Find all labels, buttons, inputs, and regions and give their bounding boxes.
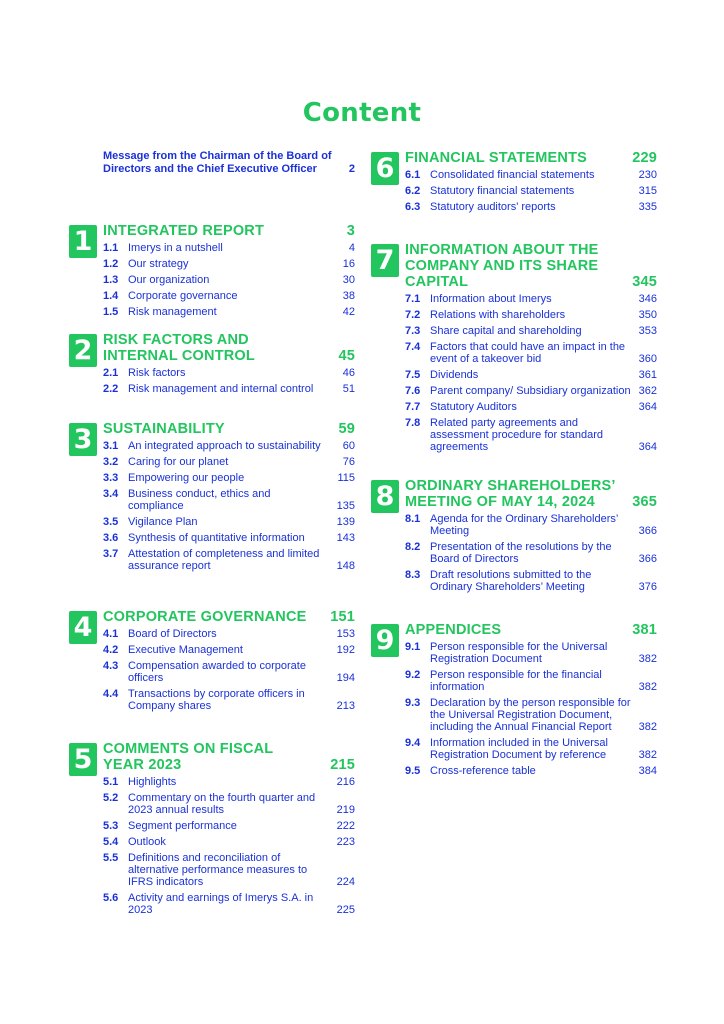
entry-page-number: 382 (638, 681, 657, 693)
entry-page-number: 366 (638, 525, 657, 537)
entry-page-number: 346 (638, 293, 657, 305)
entry-number: 7.5 (405, 369, 421, 381)
entry-number: 3.6 (103, 532, 119, 544)
section-page-number: 215 (330, 757, 355, 773)
toc-section-2 (73, 332, 355, 399)
entry-number: 5.4 (103, 836, 119, 848)
entry-label: Caring for our planet (128, 456, 229, 468)
entry-number: 1.4 (103, 290, 119, 302)
section-title: INFORMATION ABOUT THE COMPANY AND ITS SHARE CAPITAL (405, 242, 599, 290)
toc-entry[interactable] (103, 852, 355, 888)
section-items (103, 776, 355, 916)
intro-label: Message from the Chairman of the Board of Directors and the Chief Executive Officer (103, 150, 332, 175)
entry-label: Transactions by corporate officers in Company shares (128, 688, 305, 712)
entry-label: Dividends (430, 369, 479, 381)
entry-page-number: 143 (336, 532, 355, 544)
entry-number: 9.3 (405, 697, 421, 709)
entry-page-number: 362 (638, 385, 657, 397)
entry-label: Compensation awarded to corporate officers (128, 660, 306, 684)
entry-number: 8.2 (405, 541, 421, 553)
entry-label: Person responsible for the financial information (430, 669, 602, 693)
intro-page: 2 (348, 162, 355, 175)
toc-entry[interactable] (103, 892, 355, 916)
entry-page-number: 335 (638, 201, 657, 213)
toc-entry[interactable] (405, 385, 657, 397)
entry-label: Parent company/ Subsidiary organization (430, 385, 631, 397)
entry-number: 4.3 (103, 660, 119, 672)
section-heading[interactable] (103, 332, 355, 364)
section-title: FINANCIAL STATEMENTS (405, 150, 588, 166)
toc-entry[interactable] (405, 641, 657, 665)
toc-entry[interactable] (405, 417, 657, 453)
toc-entry[interactable] (103, 456, 355, 468)
section-heading[interactable] (103, 421, 355, 437)
entry-page-number: 223 (336, 836, 355, 848)
entry-number: 4.2 (103, 644, 119, 656)
section-number-badge: 1 (69, 225, 97, 258)
section-heading[interactable] (405, 622, 657, 638)
entry-label: Information included in the Universal Registration Document by reference (430, 737, 608, 761)
section-page-number: 59 (338, 421, 355, 437)
toc-entry[interactable] (103, 688, 355, 712)
entry-page-number: 4 (348, 242, 355, 254)
toc-entry[interactable] (405, 325, 657, 337)
section-page-number: 151 (330, 609, 355, 625)
toc-entry[interactable] (405, 401, 657, 413)
entry-page-number: 115 (337, 472, 355, 484)
entry-number: 7.4 (405, 341, 421, 353)
entry-label: Executive Management (128, 644, 243, 656)
entry-page-number: 194 (336, 672, 355, 684)
entry-number: 8.3 (405, 569, 421, 581)
entry-page-number: 382 (638, 749, 657, 761)
entry-page-number: 361 (638, 369, 657, 381)
toc-entry[interactable] (103, 274, 355, 286)
entry-label: Activity and earnings of Imerys S.A. in 2023 (128, 892, 314, 916)
entry-page-number: 353 (638, 325, 657, 337)
section-number-badge: 3 (69, 423, 97, 456)
entry-number: 9.5 (405, 765, 421, 777)
toc-entry[interactable] (103, 306, 355, 318)
section-number-badge: 5 (69, 743, 97, 776)
entry-label: Statutory auditors' reports (430, 201, 556, 213)
entry-label: Vigilance Plan (128, 516, 198, 528)
entry-number: 1.2 (103, 258, 119, 270)
section-items (405, 641, 657, 777)
entry-number: 1.1 (103, 242, 119, 254)
entry-label: Person responsible for the Universal Registration Document (430, 641, 608, 665)
entry-number: 4.1 (103, 628, 119, 640)
section-number-badge: 7 (371, 244, 399, 277)
section-page-number: 345 (632, 274, 657, 290)
entry-label: Consolidated financial statements (430, 169, 595, 181)
entry-page-number: 225 (336, 904, 355, 916)
section-title: ORDINARY SHAREHOLDERS’ MEETING OF MAY 14, 2024 (405, 478, 615, 510)
toc-entry[interactable] (405, 185, 657, 197)
entry-label: Synthesis of quantitative information (128, 532, 305, 544)
entry-page-number: 30 (342, 274, 355, 286)
entry-label: Presentation of the resolutions by the Board of Directors (430, 541, 612, 565)
entry-label: Outlook (128, 836, 166, 848)
entry-page-number: 42 (342, 306, 355, 318)
entry-page-number: 60 (342, 440, 355, 452)
entry-number: 9.4 (405, 737, 421, 749)
entry-number: 9.1 (405, 641, 421, 653)
entry-number: 7.7 (405, 401, 421, 413)
toc-section-3 (73, 421, 355, 576)
entry-label: Relations with shareholders (430, 309, 566, 321)
entry-number: 6.2 (405, 185, 421, 197)
entry-number: 3.4 (103, 488, 119, 500)
entry-label: Our strategy (128, 258, 189, 270)
section-number-badge: 4 (69, 611, 97, 644)
entry-page-number: 76 (342, 456, 355, 468)
entry-label: Definitions and reconciliation of alternative performance measures to IFRS indicators (128, 852, 308, 888)
entry-label: Imerys in a nutshell (128, 242, 223, 254)
section-number-badge: 8 (371, 480, 399, 513)
section-number-badge: 2 (69, 334, 97, 367)
section-page-number: 381 (632, 622, 657, 638)
toc-section-9 (375, 622, 657, 781)
section-title: INTEGRATED REPORT (103, 223, 265, 239)
entry-page-number: 192 (336, 644, 355, 656)
section-items (405, 513, 657, 593)
entry-number: 5.2 (103, 792, 119, 804)
entry-label: Information about Imerys (430, 293, 552, 305)
entry-label: Risk management (128, 306, 217, 318)
toc-intro-entry[interactable] (103, 150, 355, 175)
toc-entry[interactable] (103, 383, 355, 395)
entry-page-number: 139 (336, 516, 355, 528)
entry-page-number: 224 (336, 876, 355, 888)
entry-page-number: 376 (638, 581, 657, 593)
toc-entry[interactable] (103, 644, 355, 656)
toc-entry[interactable] (405, 369, 657, 381)
toc-entry[interactable] (405, 737, 657, 761)
section-title: COMMENTS ON FISCAL YEAR 2023 (103, 741, 274, 773)
entry-label: Corporate governance (128, 290, 238, 302)
entry-number: 7.3 (405, 325, 421, 337)
section-title: SUSTAINABILITY (103, 421, 225, 437)
toc-section-1 (73, 223, 355, 322)
entry-label: Empowering our people (128, 472, 245, 484)
entry-label: Factors that could have an impact in the event of a takeover bid (430, 341, 626, 365)
entry-number: 5.5 (103, 852, 119, 864)
entry-label: Commentary on the fourth quarter and 2023 annual results (128, 792, 316, 816)
entry-page-number: 384 (638, 765, 657, 777)
section-heading[interactable] (405, 150, 657, 166)
section-page-number: 365 (632, 494, 657, 510)
toc-left-column (73, 150, 355, 916)
entry-page-number: 230 (638, 169, 657, 181)
toc-entry[interactable] (405, 541, 657, 565)
section-items (103, 440, 355, 572)
section-items (103, 628, 355, 712)
section-page-number: 45 (338, 348, 355, 364)
entry-number: 3.7 (103, 548, 119, 560)
toc-section-4 (73, 609, 355, 716)
toc-entry[interactable] (405, 697, 657, 733)
section-title: APPENDICES (405, 622, 502, 638)
toc-entry[interactable] (405, 765, 657, 777)
entry-label: Business conduct, ethics and compliance (128, 488, 271, 512)
entry-label: Our organization (128, 274, 210, 286)
entry-number: 7.8 (405, 417, 421, 429)
entry-page-number: 148 (336, 560, 355, 572)
entry-label: Board of Directors (128, 628, 217, 640)
entry-label: Risk factors (128, 367, 186, 379)
entry-number: 7.1 (405, 293, 421, 305)
section-page-number: 3 (346, 223, 355, 239)
toc-entry[interactable] (103, 792, 355, 816)
entry-page-number: 16 (342, 258, 355, 270)
section-heading[interactable] (103, 609, 355, 625)
toc-entry[interactable] (405, 201, 657, 213)
toc-entry[interactable] (103, 242, 355, 254)
entry-page-number: 315 (638, 185, 657, 197)
toc-entry[interactable] (405, 293, 657, 305)
entry-number: 1.3 (103, 274, 119, 286)
toc-entry[interactable] (103, 836, 355, 848)
entry-number: 5.3 (103, 820, 119, 832)
entry-page-number: 360 (638, 353, 657, 365)
entry-page-number: 222 (336, 820, 355, 832)
entry-number: 4.4 (103, 688, 119, 700)
section-items (103, 242, 355, 318)
entry-label: Attestation of completeness and limited assurance report (128, 548, 320, 572)
toc-entry[interactable] (103, 367, 355, 379)
entry-page-number: 38 (342, 290, 355, 302)
entry-label: Statutory Auditors (430, 401, 517, 413)
toc-entry[interactable] (103, 488, 355, 512)
toc-entry[interactable] (405, 669, 657, 693)
section-heading[interactable] (103, 223, 355, 239)
section-number-badge: 9 (371, 624, 399, 657)
entry-number: 1.5 (103, 306, 119, 318)
entry-page-number: 366 (638, 553, 657, 565)
entry-label: Related party agreements and assessment procedure for standard agreements (430, 417, 604, 453)
entry-label: Statutory financial statements (430, 185, 575, 197)
toc-entry[interactable] (103, 776, 355, 788)
toc-entry[interactable] (103, 628, 355, 640)
toc-entry[interactable] (103, 820, 355, 832)
entry-number: 3.3 (103, 472, 119, 484)
entry-label: Risk management and internal control (128, 383, 314, 395)
entry-label: Segment performance (128, 820, 237, 832)
section-number-badge: 6 (371, 152, 399, 185)
entry-number: 6.3 (405, 201, 421, 213)
section-heading[interactable] (405, 478, 657, 510)
toc-entry[interactable] (103, 516, 355, 528)
entry-number: 2.2 (103, 383, 119, 395)
entry-page-number: 135 (336, 500, 355, 512)
entry-page-number: 216 (336, 776, 355, 788)
entry-number: 3.2 (103, 456, 119, 468)
entry-number: 9.2 (405, 669, 421, 681)
entry-page-number: 213 (336, 700, 355, 712)
entry-number: 5.1 (103, 776, 119, 788)
entry-number: 8.1 (405, 513, 421, 525)
section-heading[interactable] (405, 242, 657, 290)
section-heading[interactable] (103, 741, 355, 773)
entry-number: 6.1 (405, 169, 421, 181)
section-items (103, 367, 355, 395)
toc-section-5 (73, 741, 355, 920)
entry-number: 7.6 (405, 385, 421, 397)
toc-entry[interactable] (405, 169, 657, 181)
entry-label: Share capital and shareholding (430, 325, 582, 337)
toc-entry[interactable] (405, 513, 657, 537)
entry-page-number: 51 (342, 383, 355, 395)
entry-number: 3.1 (103, 440, 119, 452)
page-title: Content (302, 98, 422, 128)
entry-label: Cross-reference table (430, 765, 536, 777)
entry-page-number: 46 (342, 367, 355, 379)
entry-page-number: 364 (638, 441, 657, 453)
entry-page-number: 219 (336, 804, 355, 816)
entry-label: Agenda for the Ordinary Shareholders’ Meeting (430, 513, 618, 537)
toc-entry[interactable] (103, 548, 355, 572)
toc-entry[interactable] (103, 532, 355, 544)
toc-entry[interactable] (103, 258, 355, 270)
toc-entry[interactable] (405, 341, 657, 365)
section-title: RISK FACTORS AND INTERNAL CONTROL (103, 332, 255, 364)
section-items (405, 169, 657, 213)
toc-section-6 (375, 150, 657, 217)
section-items (405, 293, 657, 453)
entry-page-number: 364 (638, 401, 657, 413)
toc-entry[interactable] (103, 440, 355, 452)
entry-number: 2.1 (103, 367, 119, 379)
entry-label: An integrated approach to sustainability (128, 440, 321, 452)
toc-entry[interactable] (103, 290, 355, 302)
toc-entry[interactable] (103, 660, 355, 684)
entry-page-number: 382 (638, 721, 657, 733)
entry-label: Highlights (128, 776, 177, 788)
toc-entry[interactable] (405, 309, 657, 321)
entry-number: 5.6 (103, 892, 119, 904)
section-title: CORPORATE GOVERNANCE (103, 609, 307, 625)
toc-section-7 (375, 242, 657, 457)
entry-label: Declaration by the person responsible for the Universal Registration Document, including the Annual Financial Report (430, 697, 631, 733)
entry-page-number: 382 (638, 653, 657, 665)
entry-label: Draft resolutions submitted to the Ordinary Shareholders’ Meeting (430, 569, 592, 593)
toc-section-8 (375, 478, 657, 597)
entry-page-number: 153 (336, 628, 355, 640)
section-page-number: 229 (632, 150, 657, 166)
toc-entry[interactable] (103, 472, 355, 484)
toc-entry[interactable] (405, 569, 657, 593)
entry-number: 7.2 (405, 309, 421, 321)
entry-number: 3.5 (103, 516, 119, 528)
entry-page-number: 350 (638, 309, 657, 321)
